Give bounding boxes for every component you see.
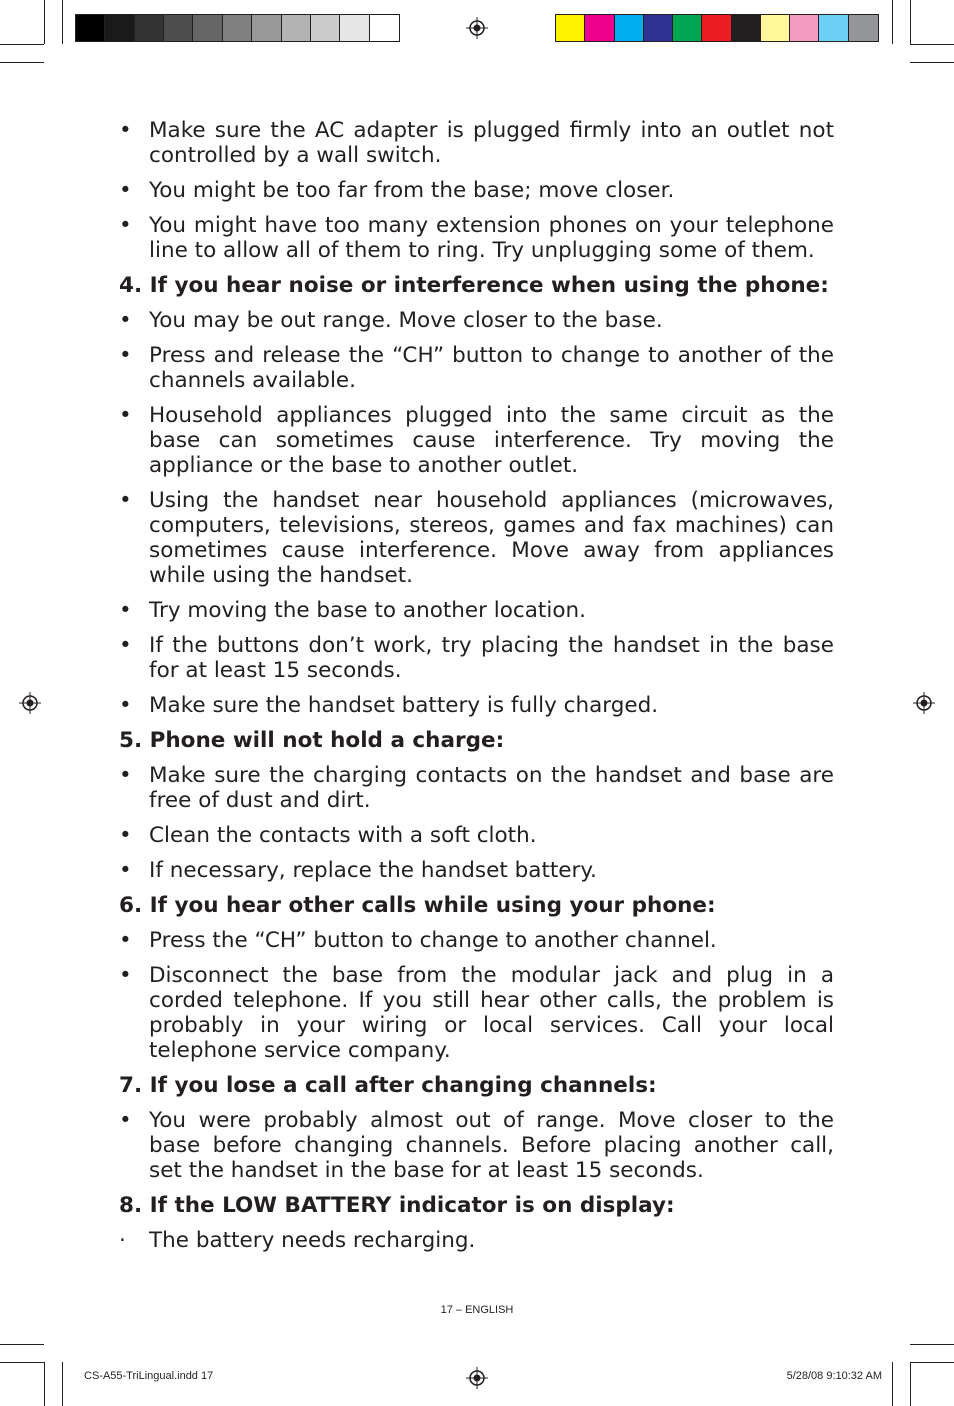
bullet-text: Press and release the “CH” button to change to another of the channels available.	[149, 343, 834, 393]
bullet-item	[119, 763, 834, 813]
bullet-item	[119, 308, 834, 333]
bullet-marker: •	[119, 858, 132, 883]
bullet-marker: •	[119, 763, 132, 788]
gray-swatch	[223, 15, 252, 41]
color-swatch	[732, 15, 761, 41]
crop-mark	[910, 62, 954, 63]
color-swatch	[644, 15, 673, 41]
gray-swatch	[311, 15, 340, 41]
section-heading: 4. If you hear noise or interference when using the phone:	[119, 273, 829, 298]
crop-mark	[44, 1362, 45, 1406]
color-swatch	[673, 15, 702, 41]
bullet-marker: •	[119, 488, 132, 513]
color-swatch	[615, 15, 644, 41]
bullet-marker: ·	[119, 1228, 126, 1253]
crop-mark	[910, 1344, 954, 1345]
registration-mark-icon	[466, 17, 488, 39]
gray-swatch	[105, 15, 134, 41]
section-heading: 8. If the LOW BATTERY indicator is on display:	[119, 1193, 675, 1218]
bullet-item	[119, 1228, 834, 1253]
registration-mark-icon	[19, 692, 41, 714]
bullet-item	[119, 1108, 834, 1183]
bullet-text: If the buttons don’t work, try placing the handset in the base for at least 15 seconds.	[149, 633, 834, 683]
bullet-text: You were probably almost out of range. Move closer to the base before changing channels. Before placing another call, set the handset in the base for at least 15 seconds.	[149, 1108, 834, 1183]
bullet-marker: •	[119, 1108, 132, 1133]
bullet-marker: •	[119, 308, 132, 333]
gray-swatch	[164, 15, 193, 41]
page-number: 17 – ENGLISH	[440, 1304, 514, 1316]
crop-mark	[910, 1362, 911, 1406]
bullet-item	[119, 488, 834, 588]
bullet-text: Disconnect the base from the modular jack and plug in a corded telephone. If you still hear other calls, the problem is probably in your wiring or local services. Call your local telephone service company.	[149, 963, 834, 1063]
bullet-text: If necessary, replace the handset battery.	[149, 858, 597, 883]
bullet-item	[119, 633, 834, 683]
crop-mark	[0, 1362, 44, 1363]
bullet-text: Using the handset near household appliances (microwaves, computers, televisions, stereos, games and fax machines) can sometimes cause interference. Move away from appliances while using the handset.	[149, 488, 834, 588]
bullet-item	[119, 963, 834, 1063]
bullet-marker: •	[119, 343, 132, 368]
color-swatch	[790, 15, 819, 41]
gray-swatch	[193, 15, 222, 41]
section-heading: 7. If you lose a call after changing channels:	[119, 1073, 657, 1098]
bullet-marker: •	[119, 823, 132, 848]
bullet-marker: •	[119, 403, 132, 428]
gray-swatch	[252, 15, 281, 41]
bullet-text: The battery needs recharging.	[149, 1228, 476, 1253]
section-heading: 6. If you hear other calls while using your phone:	[119, 893, 716, 918]
crop-mark	[910, 1362, 954, 1363]
color-swatch	[585, 15, 614, 41]
bullet-text: Press the “CH” button to change to another channel.	[149, 928, 717, 953]
crop-mark	[0, 44, 44, 45]
slug-file-info: CS-A55-TriLingual.indd 17	[84, 1370, 214, 1382]
bullet-item	[119, 693, 834, 718]
color-swatch	[849, 15, 878, 41]
bullet-text: Make sure the AC adapter is plugged firmly into an outlet not controlled by a wall switch.	[149, 118, 834, 168]
bullet-item	[119, 598, 834, 623]
gray-swatch	[370, 15, 399, 41]
bullet-marker: •	[119, 118, 132, 143]
bullet-text: Clean the contacts with a soft cloth.	[149, 823, 537, 848]
crop-mark	[62, 1362, 63, 1406]
bullet-text: Make sure the handset battery is fully charged.	[149, 693, 659, 718]
crop-mark	[0, 1344, 44, 1345]
crop-mark	[44, 0, 45, 44]
color-swatch	[556, 15, 585, 41]
gray-swatch	[76, 15, 105, 41]
color-swatch	[702, 15, 731, 41]
bullet-marker: •	[119, 178, 132, 203]
bullet-marker: •	[119, 598, 132, 623]
bullet-text: You might have too many extension phones on your telephone line to allow all of them to ring. Try unplugging some of them.	[149, 213, 834, 263]
bullet-item	[119, 118, 834, 168]
bullet-marker: •	[119, 213, 132, 238]
bullet-text: Try moving the base to another location.	[149, 598, 586, 623]
bullet-marker: •	[119, 963, 132, 988]
color-swatch	[819, 15, 848, 41]
crop-mark	[910, 0, 911, 44]
bullet-text: You might be too far from the base; move closer.	[149, 178, 675, 203]
gray-swatch	[282, 15, 311, 41]
crop-mark	[0, 62, 44, 63]
crop-mark	[892, 1362, 893, 1406]
registration-mark-icon	[913, 692, 935, 714]
bullet-marker: •	[119, 693, 132, 718]
registration-mark-icon	[466, 1367, 488, 1389]
bullet-item	[119, 403, 834, 478]
troubleshooting-content	[119, 118, 834, 1263]
grayscale-bar	[75, 14, 400, 42]
slug-date-info: 5/28/08 9:10:32 AM	[786, 1370, 882, 1382]
color-bar	[555, 14, 879, 42]
color-swatch	[761, 15, 790, 41]
bullet-text: Household appliances plugged into the same circuit as the base can sometimes cause interference. Try moving the appliance or the base to another outlet.	[149, 403, 834, 478]
crop-mark	[910, 44, 954, 45]
bullet-item	[119, 823, 834, 848]
bullet-item	[119, 858, 834, 883]
gray-swatch	[340, 15, 369, 41]
crop-mark	[62, 0, 63, 44]
bullet-marker: •	[119, 633, 132, 658]
bullet-text: Make sure the charging contacts on the handset and base are free of dust and dirt.	[149, 763, 834, 813]
crop-mark	[892, 0, 893, 44]
section-heading: 5. Phone will not hold a charge:	[119, 728, 505, 753]
bullet-item	[119, 343, 834, 393]
gray-swatch	[135, 15, 164, 41]
bullet-item	[119, 178, 834, 203]
bullet-text: You may be out range. Move closer to the base.	[149, 308, 663, 333]
bullet-item	[119, 213, 834, 263]
bullet-marker: •	[119, 928, 132, 953]
bullet-item	[119, 928, 834, 953]
